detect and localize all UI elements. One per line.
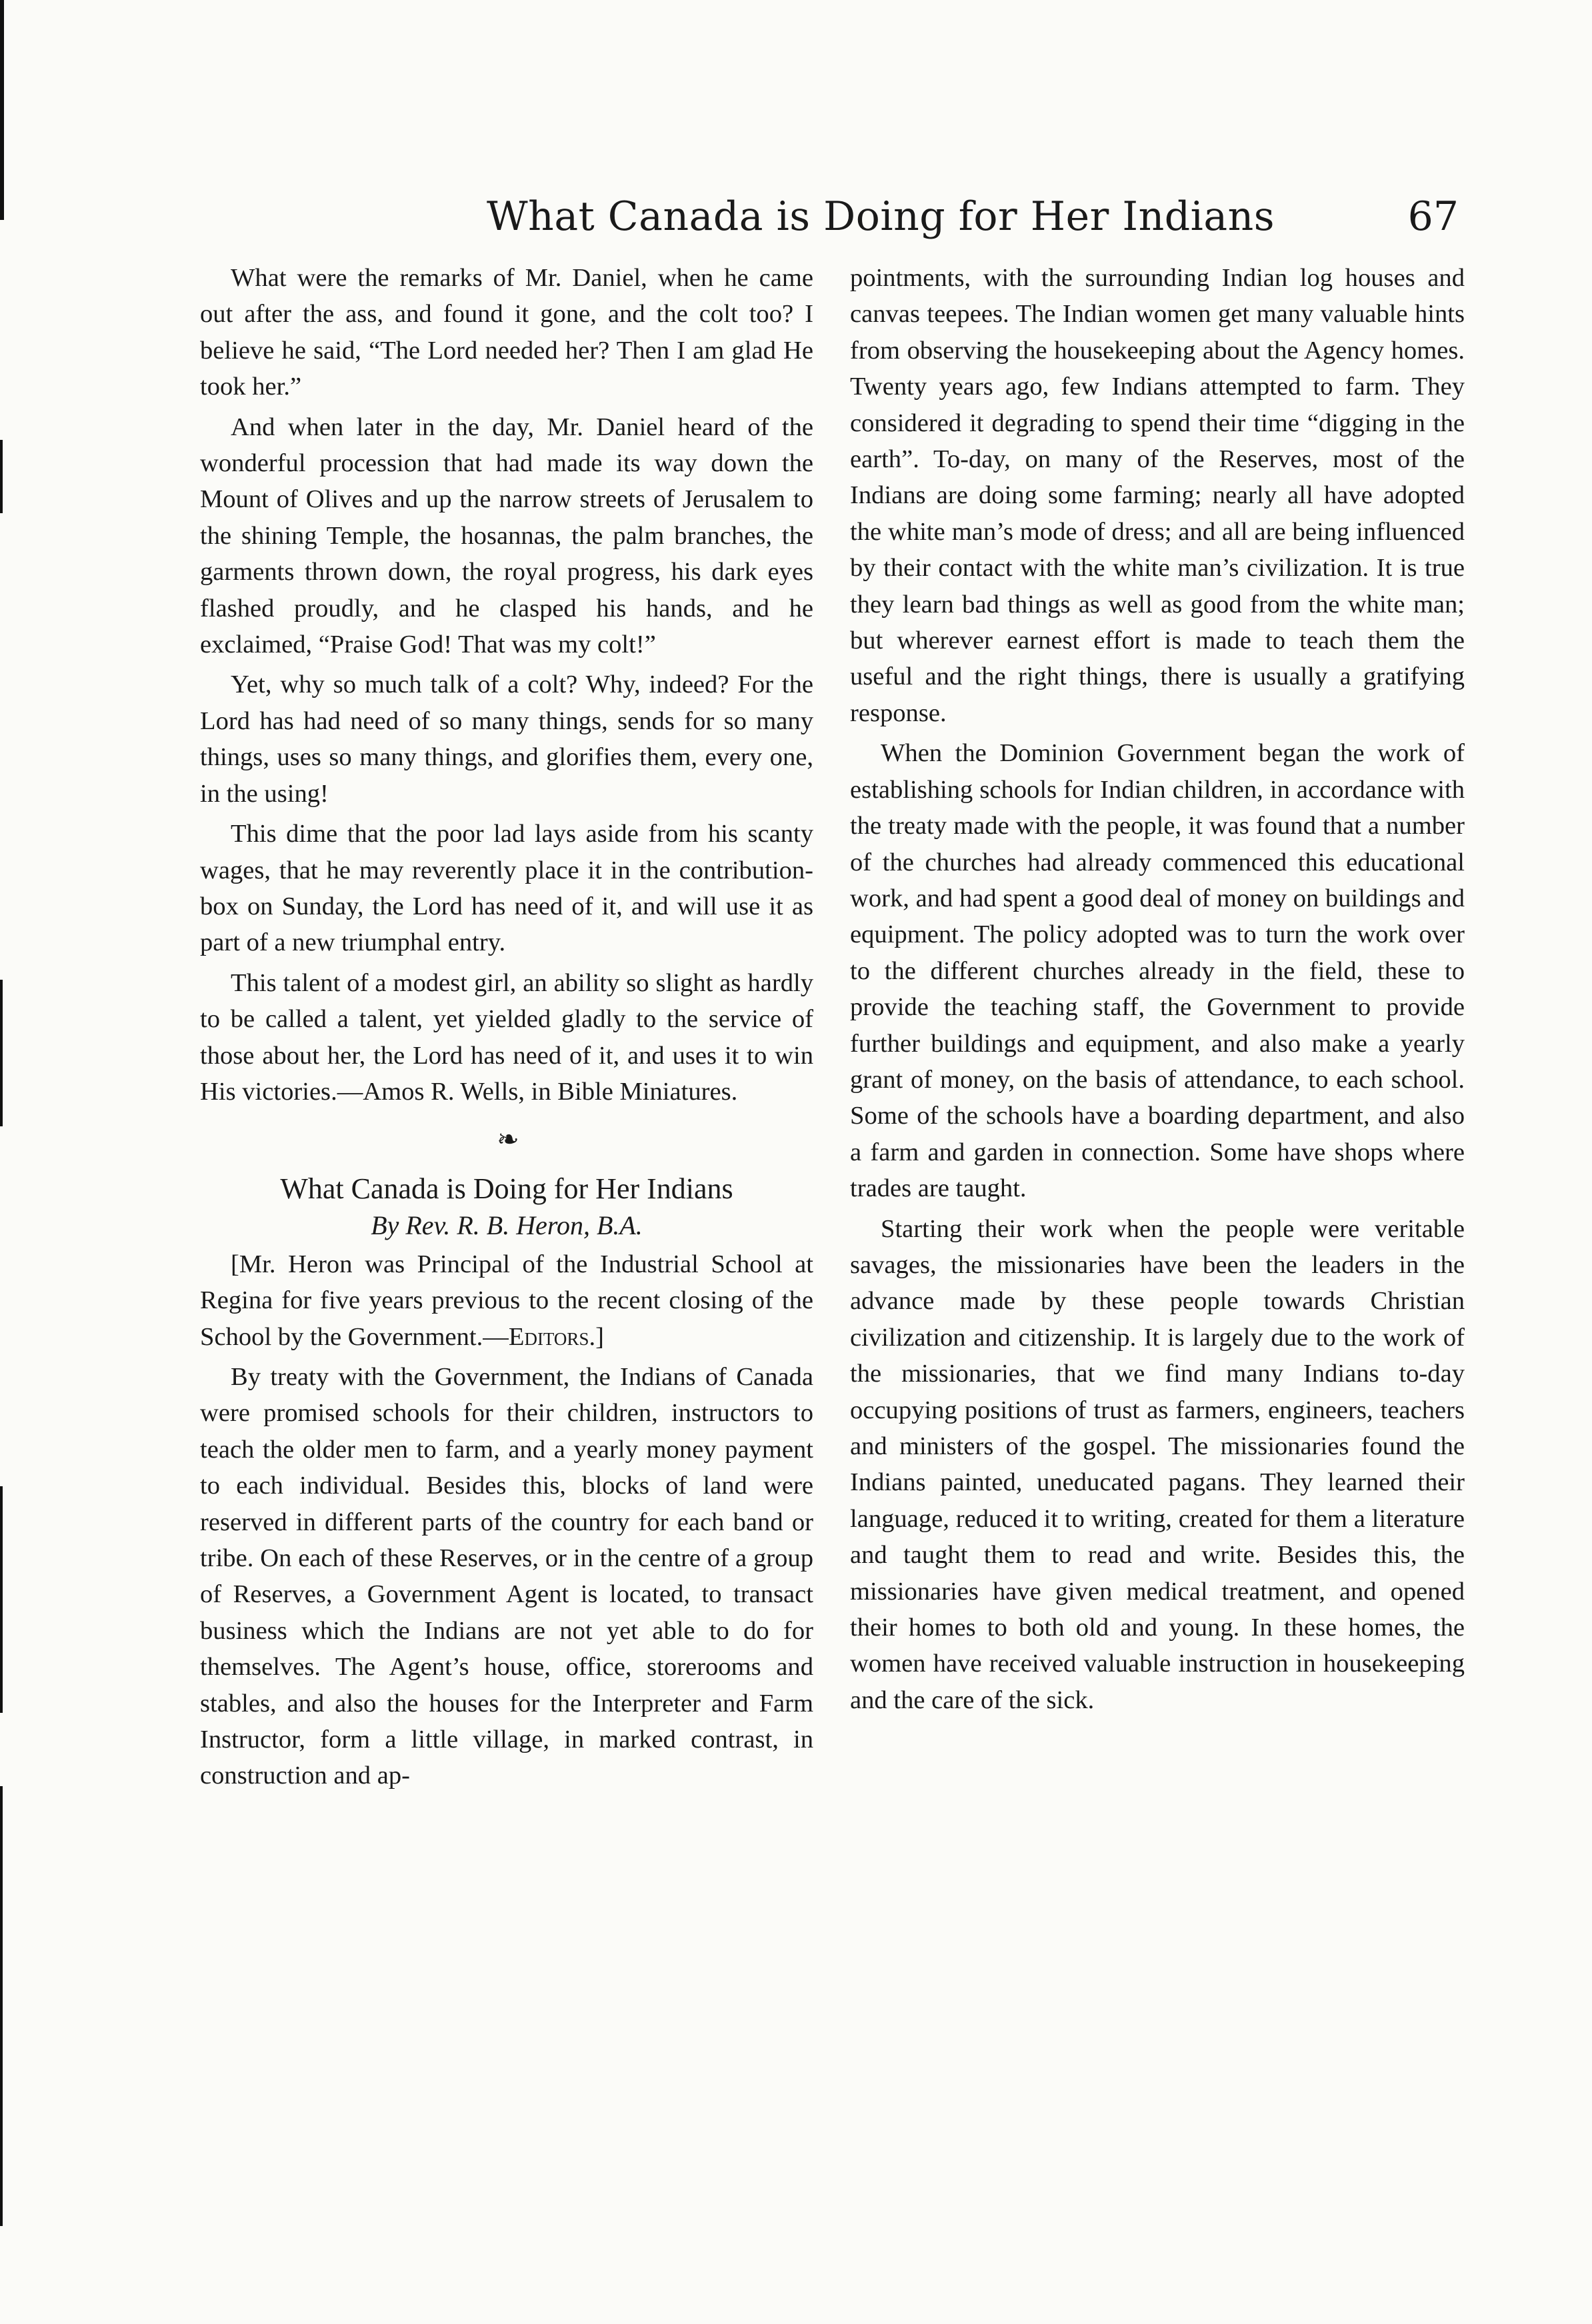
editor-note-text: [Mr. Heron was Principal of the Industrial School at Regina for five years previous to the recent closing of the School by the Government.— — [200, 1250, 813, 1351]
editor-note-end: .] — [589, 1322, 604, 1351]
page-header — [200, 193, 1459, 247]
paragraph: What were the remarks of Mr. Daniel, when he came out after the ass, and found it gone, and the colt too? I believe he said, “The Lord needed her? Then I am glad He took her.” — [200, 264, 813, 401]
paragraph: And when later in the day, Mr. Daniel heard of the wonderful procession that had made its way down the Mount of Olives and up the narrow streets of Jerusalem to the shining Temple, the hosannas, the palm branches, the garments thrown down, the royal progress, his dark eyes flashed proudly, and he clasped his hands, and he exclaimed, “Praise God! That was my colt!” — [200, 413, 813, 659]
right-column — [850, 260, 1465, 1722]
binding-edge-mark — [0, 1786, 3, 2226]
binding-edge-mark — [0, 440, 3, 513]
paragraph: This dime that the poor lad lays aside from his scanty wages, that he may reverently place it in the contribution-box on Sunday, the Lord has need of it, and will use it as part of a new triumphal entry. — [200, 820, 813, 957]
running-title: What Canada is Doing for Her Indians — [487, 193, 1275, 240]
binding-edge-mark — [0, 1486, 3, 1713]
editor-note — [200, 1246, 813, 1355]
left-column — [200, 260, 813, 1798]
paragraph: Starting their work when the people were veritable savages, the missionaries have been the leaders in the advance made by these people towards Christian civilization and citizenship. It is largely due to the work of the missionaries, that we find many Indians to-day occupying positions of trust as farmers, engineers, teachers and ministers of the gospel. The missionaries found the Indians painted, uneducated pagans. They learned their language, reduced it to writing, created for them a literature and taught them to read and write. Besides this, the missionaries have given medical treatment, and opened their homes to both old and young. In these homes, the women have received valuable instruction in housekeeping and the care of the sick. — [850, 1214, 1465, 1714]
paragraph: Yet, why so much talk of a colt? Why, indeed? For the Lord has had need of so many things, sends for so many things, uses so many things, and glorifies them, every one, in the using! — [200, 670, 813, 808]
section-ornament: ❧ — [497, 1124, 517, 1155]
binding-edge-mark — [0, 980, 3, 1126]
binding-edge-mark — [0, 0, 4, 220]
paragraph: This talent of a modest girl, an ability so slight as hardly to be called a talent, yet yielded gladly to the service of those about her, the Lord has need of it, and uses it to win His victories.—Amos R. Wells, in Bible Miniatures. — [200, 968, 813, 1106]
article-title: What Canada is Doing for Her Indians — [280, 1172, 733, 1205]
paragraph: When the Dominion Government began the work of establishing schools for Indian children, in accordance with the treaty made with the people, it was found that a number of the churches had already commenced this educational work, and had spent a good deal of money on buildings and equipment. The policy adopted was to turn the work over to the different churches already in the field, these to provide the teaching staff, the Government to provide further buildings and equipment, and also make a yearly grant of money, on the basis of attendance, to each school. Some of the schools have a boarding department, and also a farm and garden in connection. Some have shops where trades are taught. — [850, 739, 1465, 1203]
paragraph-continuation: pointments, with the surrounding Indian log houses and canvas teepees. The Indian women get many valuable hints from observing the housekeeping about the Agency homes. Twenty years ago, few Indians attempted to farm. They considered it degrading to spend their time “digging in the earth”. To-day, on many of the Reserves, most of the Indians are doing some farming; nearly all have adopted the white man’s mode of dress; and all are being influenced by their contact with the white man’s civilization. It is true they learn bad things as well as good from the white man; but wherever earnest effort is made to teach them the useful and the right things, there is usually a gratifying response. — [850, 264, 1465, 727]
paragraph: By treaty with the Government, the Indians of Canada were promised schools for their children, instructors to teach the older men to farm, and a yearly money payment to each individual. Besides this, blocks of land were reserved in different parts of the country for each band or tribe. On each of these Reserves, or in the centre of a group of Reserves, a Government Agent is located, to transact business which the Indians are not yet able to do for themselves. The Agent’s house, office, storerooms and stables, and also the houses for the Interpreter and Farm Instructor, form a little village, in marked contrast, in construction and ap- — [200, 1362, 813, 1790]
editor-note-signature: Editors — [508, 1322, 589, 1351]
page-number: 67 — [1407, 193, 1459, 240]
article-byline: By Rev. R. B. Heron, B.A. — [371, 1210, 643, 1240]
